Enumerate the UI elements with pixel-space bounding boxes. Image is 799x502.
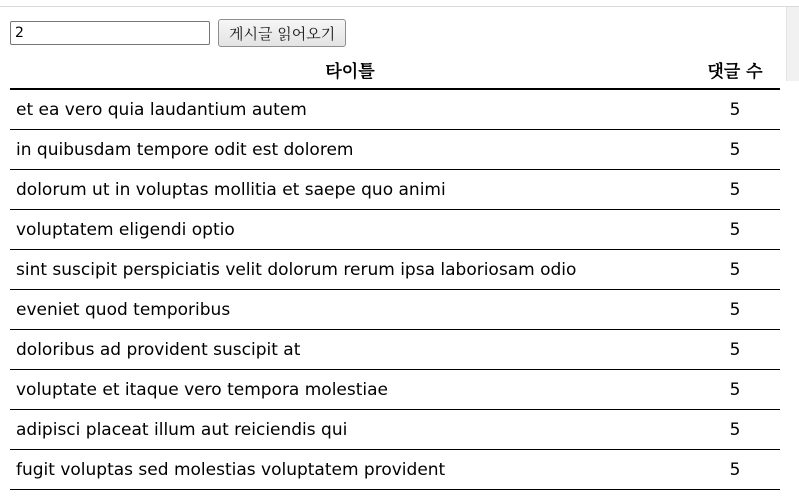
table-row [10, 450, 780, 490]
comment-count-cell: 5 [690, 410, 780, 450]
post-title-cell: adipisci placeat illum aut reiciendis qui [10, 410, 690, 450]
post-title-cell: fugit voluptas sed molestias voluptatem provident [10, 450, 690, 490]
comment-count-cell: 5 [690, 370, 780, 410]
comment-count-cell: 5 [690, 290, 780, 330]
table-row [10, 210, 780, 250]
post-title-cell: dolorum ut in voluptas mollitia et saepe quo animi [10, 170, 690, 210]
post-title-cell: voluptatem eligendi optio [10, 210, 690, 250]
controls-bar [10, 18, 346, 48]
comment-count-cell: 5 [690, 210, 780, 250]
comment-count-cell: 5 [690, 130, 780, 170]
table-body [10, 89, 780, 490]
posts-table [10, 50, 780, 490]
post-title-cell: eveniet quod temporibus [10, 290, 690, 330]
post-title-cell: voluptate et itaque vero tempora molestiae [10, 370, 690, 410]
table-row [10, 170, 780, 210]
table-row [10, 89, 780, 130]
table-row [10, 290, 780, 330]
top-divider [0, 6, 799, 7]
table-row [10, 250, 780, 290]
load-posts-button[interactable]: 게시글 읽어오기 [218, 19, 346, 47]
side-panel-edge [786, 7, 799, 81]
comment-count-cell: 5 [690, 170, 780, 210]
table-row [10, 130, 780, 170]
comment-count-cell: 5 [690, 250, 780, 290]
post-id-input[interactable] [10, 21, 210, 45]
post-title-cell: sint suscipit perspiciatis velit dolorum rerum ipsa laboriosam odio [10, 250, 690, 290]
table-row [10, 410, 780, 450]
table-header-row [10, 50, 780, 89]
table-row [10, 370, 780, 410]
comment-count-cell: 5 [690, 450, 780, 490]
table-row [10, 330, 780, 370]
post-title-cell: in quibusdam tempore odit est dolorem [10, 130, 690, 170]
post-title-cell: doloribus ad provident suscipit at [10, 330, 690, 370]
comment-count-column-header: 댓글 수 [690, 50, 780, 89]
comment-count-cell: 5 [690, 330, 780, 370]
comment-count-cell: 5 [690, 89, 780, 130]
title-column-header: 타이틀 [10, 50, 690, 89]
post-title-cell: et ea vero quia laudantium autem [10, 89, 690, 130]
